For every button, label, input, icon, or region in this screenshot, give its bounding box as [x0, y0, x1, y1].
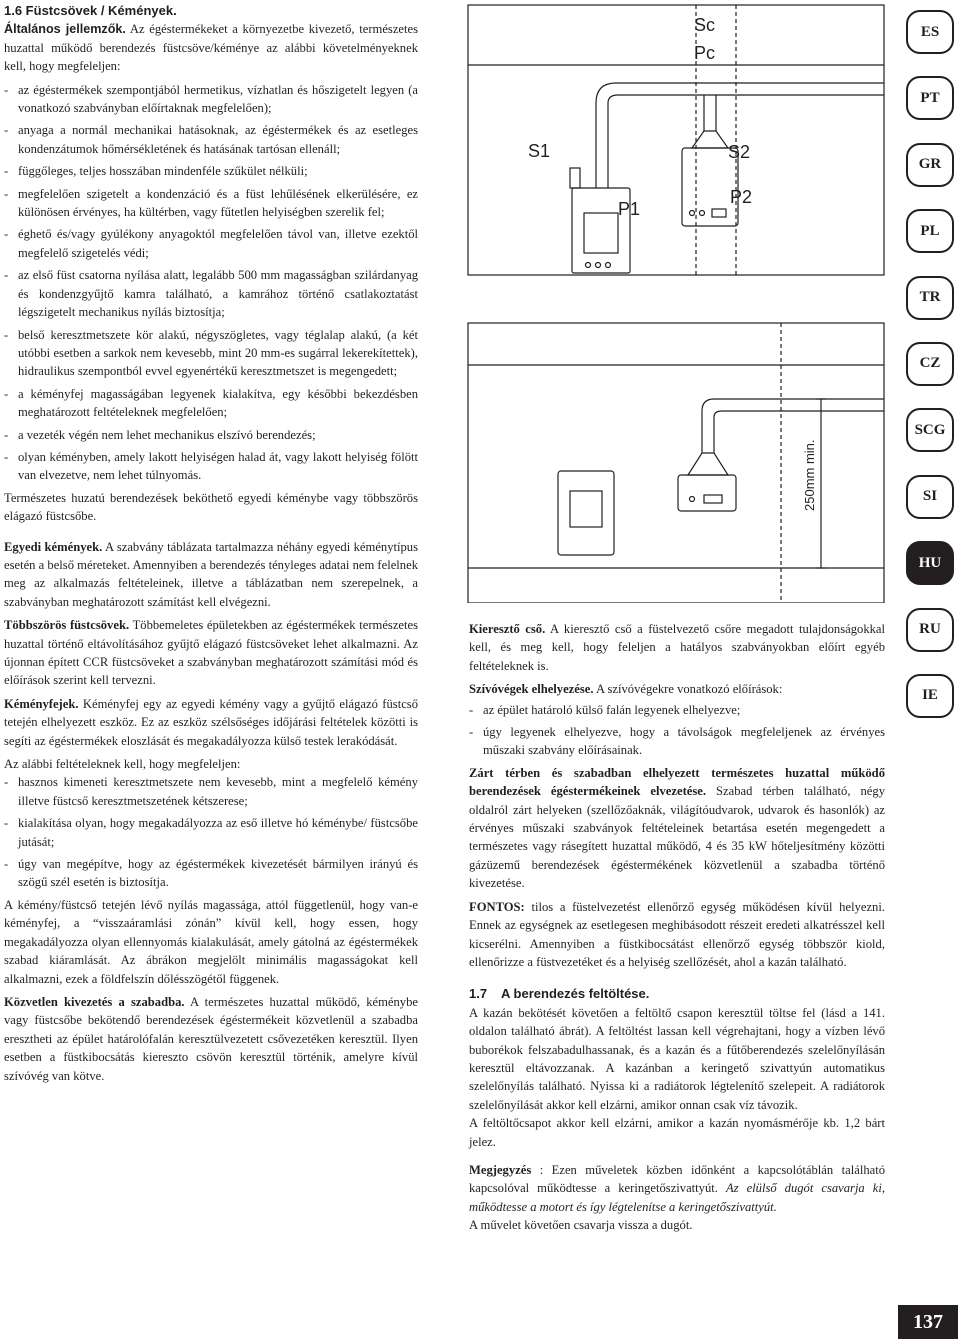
- closed-space-paragraph: Zárt térben és szabadban elhelyezett természetes huzattal működő berendezések égéstermékeinek elvezetése. Szabad térben található, négy oldalról zárt helyeken (szellőzőaknák, világítóudvarok, udvarok és hasonlók) az érvényes műszaki szabványok feltételeinek betartása esetén megengedett a természetes vagy rásegített huzattal működő, 4 és 35 kW hőteljesítmény közötti gázüzemű berendezések égéstermékének közvetlenül a szabadba történő kivezetése.: [469, 765, 885, 891]
- tab-ie[interactable]: IE: [906, 674, 954, 718]
- label-pc: Pc: [694, 43, 716, 63]
- chimney-caps-title: Kéményfejek.: [4, 696, 79, 711]
- direct-discharge-paragraph: Közvetlen kivezetés a szabadba. A természetes huzattal működő, kéménybe vagy füstcsőbe bekötendő berendezések égéstermékeit közvetlenül a szabadba eresztheti az épület határolófalán keresztülvezetett csővezetéken keresztül. Ilyen esetben a füstkibocsátás kiereszto csövön keresztül történik, amelyre kívül szívóvég van kötve.: [4, 994, 418, 1083]
- caps-requirements-list: [4, 773, 418, 891]
- tab-ru[interactable]: RU: [906, 608, 954, 652]
- multi-flue-title: Többszörös füstcsövek.: [4, 618, 130, 633]
- filling-heading: 1.7 A berendezés feltöltése.: [469, 986, 650, 1002]
- boiler-4: [558, 471, 614, 555]
- tab-scg[interactable]: SCG: [906, 408, 954, 452]
- intro-text: Az égéstermékeket a környezetbe kivezető, természetes huzattal működő berendezés füstcsöve/kéménye az alábbi követelményeknek kell, hogy megfeleljen:: [4, 22, 418, 74]
- caps-reqs-intro: Az alábbi feltételeknek kell, hogy megfeleljen:: [4, 757, 241, 772]
- tab-gr[interactable]: GR: [906, 143, 954, 187]
- list-item: - éghető és/vagy gyúlékony anyagoktól megfelelően távol van, illetve ezektől megfelelő szigetelés védi;: [4, 227, 418, 260]
- list-item: - a kéményfej magasságában legyenek kialakítva, egy későbbi bekezdésben meghatározott feltételeknek megfelelően;: [4, 386, 418, 420]
- closed-space-title: Zárt térben és szabadban elhelyezett természetes huzattal működő berendezések égéstermékeinek elvezetése.: [469, 765, 885, 799]
- section-heading: 1.6 Füstcsövek / Kémények.: [4, 3, 177, 18]
- single-chimney-title: Egyedi kémények.: [4, 539, 103, 554]
- outlet-paragraph: Kieresztő cső. A kieresztő cső a füstelvezető csőre megadott tulajdonságokkal kell, és meg kell, hogy feleljen a hatályos szabványokban előírt egyéb feltételeknek is.: [469, 622, 885, 673]
- important-label: FONTOS:: [469, 899, 525, 914]
- list-item: - az első füst csatorna nyílása alatt, legalább 500 mm magasságban szilárdanyag és kondenzgyűjtő kamra található, a kamrához történő csatlakoztatást légszigetelt mechanikus nyílás biztosítja;: [4, 268, 418, 320]
- direct-discharge-title: Közvetlen kivezetés a szabadba.: [4, 994, 185, 1009]
- requirements-list: [4, 81, 418, 485]
- list-item: - úgy legyenek elhelyezve, hogy a távolságok megfeleljenek az érvényes műszaki szabvány előírásainak.: [469, 725, 885, 758]
- intake-requirements-list: [469, 701, 885, 760]
- list-item: - anyaga a normál mechanikai hatásoknak, az égéstermékek és az esetleges kondenzátumok hőmérsékletének és hatásának tartósan ellenáll;: [4, 123, 418, 156]
- intro-paragraph: [4, 20, 418, 75]
- list-item: - az épület határoló külső falán legyenek elhelyezve;: [469, 702, 741, 717]
- intake-paragraph: Szívóvégek elhelyezése. A szívóvégekre vonatkozó előírások:: [469, 682, 783, 697]
- tab-pl[interactable]: PL: [906, 209, 954, 253]
- tab-tr[interactable]: TR: [906, 276, 954, 320]
- height-paragraph: A kémény/füstcső tetején lévő nyílás magassága, attól függetlenül, hogy van-e kéményfej, a “visszaáramlási zónán” kívül kell, hogy essen, hogy megakadályozza olyan ellennyomás kialakulását, amely gátolná az égéstermékek szabad kiáramlását. Az ábrákon megjelölt minimális magasságokat kell alkalmazni, ezek a földfelszín dőlésszögétől függenek.: [4, 897, 418, 986]
- note-italic: Az elülső dugót csavarja ki, működtesse a motort és így légtelenítse a keringetőszivattyút.: [469, 1181, 885, 1214]
- list-item: - a vezeték végén nem lehet mechanikus elszívó berendezés;: [4, 427, 316, 442]
- note-label: Megjegyzés: [469, 1162, 532, 1177]
- multi-flue-paragraph: Többszörös füstcsövek. Többemeletes épületekben az égéstermékek természetes huzattal történő eltávolításához gyűjtő elágazó füstcsöveket lehet alkalmazni. Az újonnan épített CCR füstcsöveket a szabványban meghatározott számítási mód és előírások szerint kell tervezni.: [4, 618, 418, 688]
- list-item: - az égéstermékek szempontjából hermetikus, vízhatlan és hőszigetelt legyen (a vonatkozó szabványban előírtaknak megfelelően);: [4, 82, 418, 116]
- left-column: [4, 2, 418, 1090]
- label-250mm-min: 250mm min.: [802, 439, 817, 511]
- tab-pt[interactable]: PT: [906, 76, 954, 120]
- label-p1: P1: [618, 199, 641, 219]
- list-item: - olyan kéményben, amely lakott helyiségen halad át, vagy lakott helyiség fölött van elvezetve, nem lehet túlnyomás.: [4, 449, 418, 483]
- intake-title: Szívóvégek elhelyezése.: [469, 682, 594, 697]
- note-after: A művelet követően csavarja vissza a dugót.: [469, 1218, 693, 1233]
- natural-draft-paragraph: Természetes huzatú berendezések beköthető egyedi kéménybe vagy többszörös elágazó füstcsőbe.: [4, 490, 418, 524]
- important-paragraph: FONTOS: tilos a füstelvezetést ellenőrző egység működésen kívül helyezni. Ennek az egységnek az esetlegesen meghibásodott részeit eredeti alkatrésszel kell kicserélni. Amennyiben a füstkibocsátást ellenőrző egység többször kiold, ellenőrizze a füstvezetéket és a helyiség szellőzését, ahol a kazán található.: [469, 899, 885, 969]
- chimney-caps-paragraph: Kéményfejek. Kéményfej egy az egyedi kémény vagy a gyűjtő elágazó füstcső tetején elhelyezett eszköz. Ez az eszköz szélsőséges időjárási feltételek közötti is segíti az égéstermékek eloszlását és megakadályozza külső testek lerakódását.: [4, 696, 418, 748]
- label-s2: S2: [728, 142, 751, 162]
- label-sc: Sc: [694, 15, 716, 35]
- list-item: - úgy van megépítve, hogy az égéstermékek kivezetését bármilyen irányú és szögű szél esetén is biztosítja.: [4, 857, 418, 890]
- tab-si[interactable]: SI: [906, 475, 954, 519]
- list-item: - megfelelően szigetelt a kondenzáció és a füst lehűlésének elkerülésére, ez különösen érvényes, ha kültérben, vagy fűtetlen helyiségben szerelik fel;: [4, 186, 418, 220]
- single-chimney-paragraph: Egyedi kémények. A szabvány táblázata tartalmazza néhány egyedi kéménytípus esetén a belső méreteket. Amennyiben a berendezés tényleges adatai nem felelnek meg az alkalmazás feltételeinek, illetve a táblázatban nem szerepelnek, a szabványban meghatározott számítást kell elvégezni.: [4, 539, 418, 609]
- filling-text-2: A feltöltőcsapot akkor kell elzárni, amikor a kazán nyomásmérője kb. 1,2 bárt jelez.: [469, 1116, 885, 1149]
- flue-installation-diagram: [466, 3, 886, 603]
- list-item: - függőleges, teljes hosszában mindenféle szűkület nélküli;: [4, 164, 308, 179]
- label-s1: S1: [528, 141, 551, 161]
- list-item: - kialakítása olyan, hogy megakadályozza az eső illetve hó kéménybe/ füstcsőbe jutását;: [4, 816, 418, 849]
- language-tabs: [906, 10, 956, 740]
- top-figure-frame: [468, 5, 884, 275]
- tab-cz[interactable]: CZ: [906, 342, 954, 386]
- note-paragraph: Megjegyzés : Ezen műveletek közben időnként a kapcsolótáblán található kapcsolóval működtesse a keringetőszivattyút. Az elülső dugót csavarja ki, működtesse a motort és így légtelenítse a keringetőszivattyút.: [469, 1162, 885, 1214]
- right-column: [469, 620, 885, 1235]
- boiler-3: [678, 475, 736, 511]
- intro-title: Általános jellemzők.: [4, 22, 126, 37]
- tab-hu[interactable]: HU: [906, 541, 954, 585]
- label-p2: P2: [730, 187, 753, 207]
- filling-text-1: A kazán bekötését követően a feltöltő csapon keresztül töltse fel (lásd a 141. oldalon található ábrát). A feltöltést lassan kell végrehajtani, hogy a vízben lévő buborékok felszabadulhassanak, és a kazán és a fűtőberendezés szelelőnyílásán keresztül eltávozzanak. A kazánban a keringető szivattyún automatikus szelelőnyílás található. Nyissa ki a radiátorok légtelenítő szelepeit. A radiátorok szelelőnyílását akkor kell elzárni, amikor onnan csak víz távozik.: [469, 1005, 885, 1112]
- list-item: - hasznos kimeneti keresztmetszete nem kevesebb, mint a megfelelő kémény illetve füstcső keresztmetszetének kétszerese;: [4, 775, 418, 808]
- list-item: - belső keresztmetszete kör alakú, négyszögletes, vagy téglalap alakú, (a két utóbbi esetben a sarkok nem kevesebb, mint 20 mm-es sugárral lekerekítettek), hidraulikus szempontból evvel egyenértékű keresztmetszet is megengedett;: [4, 327, 418, 379]
- outlet-title: Kieresztő cső.: [469, 622, 546, 636]
- page-number: 137: [898, 1305, 958, 1339]
- tab-es[interactable]: ES: [906, 10, 954, 54]
